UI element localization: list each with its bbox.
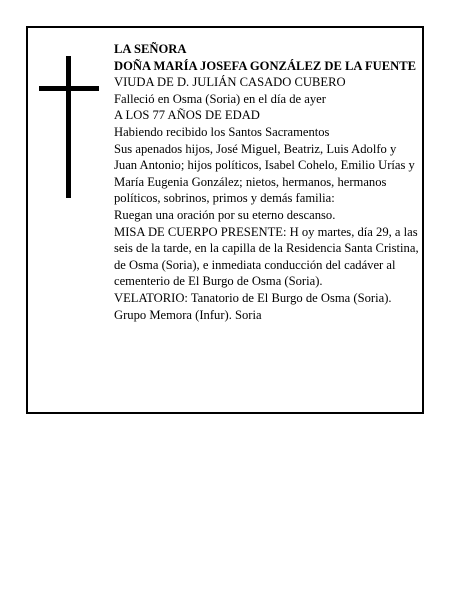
died-line: Falleció en Osma (Soria) en el día de ayer: [114, 91, 326, 106]
cross-icon: [39, 56, 99, 198]
deceased-name: DOÑA MARÍA JOSEFA GONZÁLEZ DE LA FUENTE: [114, 58, 417, 73]
notice-text: [114, 41, 420, 323]
family-paragraph: Sus apenados hijos, José Miguel, Beatriz, Luis Adolfo y Juan Antonio; hijos políticos, Isabel Cohelo, Emilio Urías y María Eugenia González; nietos, hermanos, hermanos políticos, sobrinos, primos y demás familia:: [114, 141, 415, 206]
wake-line: VELATORIO: Tanatorio de El Burgo de Osma (Soria).: [114, 290, 392, 305]
age-line: A LOS 77 AÑOS DE EDAD: [114, 108, 260, 123]
cross-vertical-bar: [66, 56, 71, 198]
obituary-notice: [26, 26, 424, 414]
heading-title: LA SEÑORA: [114, 42, 187, 56]
sacraments-line: Habiendo recibido los Santos Sacramentos: [114, 124, 330, 139]
mass-paragraph: MISA DE CUERPO PRESENTE: H oy martes, día 29, a las seis de la tarde, en la capilla de la Residencia Santa Cristina, de Osma (Soria), e inmediata conducción del cadáver al cementerio de El Burgo de Osma (Soria).: [114, 224, 419, 289]
funeral-home-line: Grupo Memora (Infur). Soria: [114, 307, 262, 322]
prayer-line: Ruegan una oración por su eterno descanso.: [114, 207, 336, 222]
cross-horizontal-bar: [39, 86, 99, 91]
widow-line: VIUDA DE D. JULIÁN CASADO CUBERO: [114, 75, 346, 90]
